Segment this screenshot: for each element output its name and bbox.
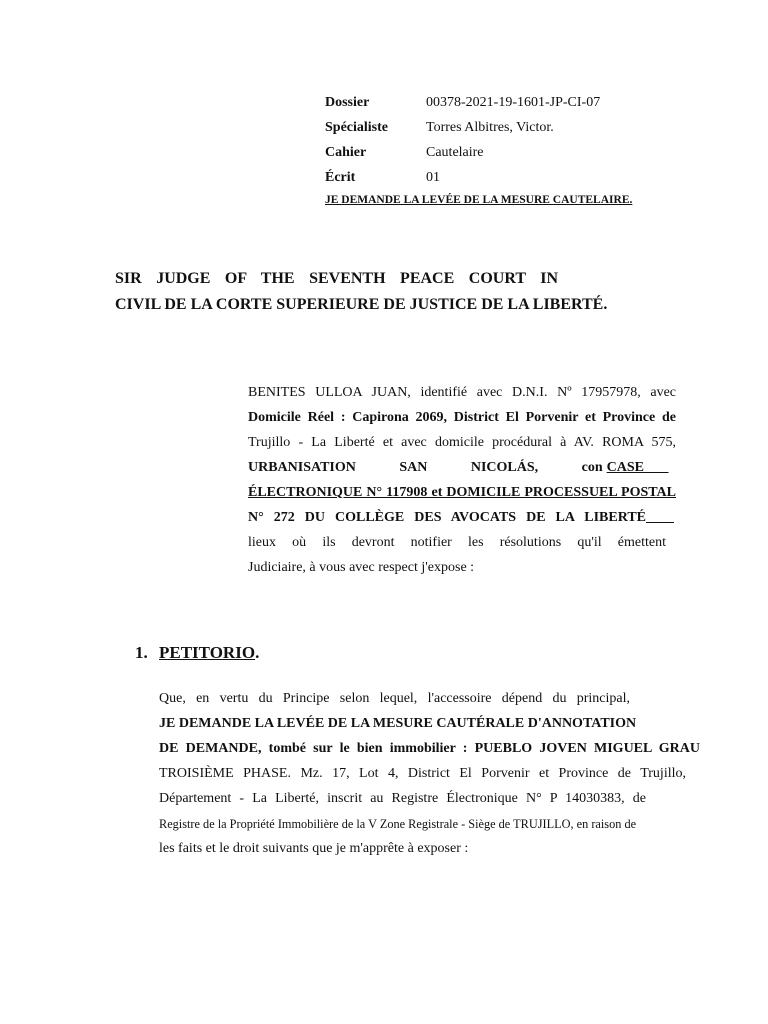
notebook-value: Cautelaire [426, 145, 484, 160]
petitioner-line-4a: URBANISATION SAN NICOLÁS, con [248, 460, 603, 475]
notebook-row [325, 143, 665, 168]
judge-address [115, 266, 655, 318]
case-word: CASE [606, 460, 645, 475]
section-title: PETITORIO [159, 643, 256, 662]
request-summary [325, 194, 632, 206]
address-line-1: SIR JUDGE OF THE SEVENTH PEACE COURT IN [115, 270, 558, 287]
dossier-label: Dossier [325, 95, 370, 110]
petitorio-line-7: les faits et le droit suivants que je m'apprête à exposer : [159, 841, 469, 856]
section-title-suffix: . [255, 643, 260, 662]
dossier-value: 00378-2021-19-1601-JP-CI-07 [426, 95, 601, 110]
case-header [325, 93, 665, 193]
specialist-row [325, 118, 665, 143]
petitorio-line-4: TROISIÈME PHASE. Mz. 17, Lot 4, District El Porvenir et Province de Trujillo, [159, 766, 686, 781]
bar-association: N° 272 DU COLLÈGE DES AVOCATS DE LA LIBERTÉ [248, 510, 646, 525]
petitorio-line-1: Que, en vertu du Principe selon lequel, l'accessoire dépend du principal, [159, 691, 630, 706]
petitorio-line-2: JE DEMANDE LA LEVÉE DE LA MESURE CAUTÉRALE D'ANNOTATION [159, 716, 637, 731]
petitioner-line-4b [607, 458, 676, 483]
address-line-2: CIVIL DE LA CORTE SUPERIEURE DE JUSTICE DE LA LIBERTÉ. [115, 296, 608, 313]
specialist-label: Spécialiste [325, 120, 388, 135]
petitorio-line-5: Département - La Liberté, inscrit au Registre Électronique N° P 14030383, de [159, 791, 646, 806]
petitioner-line-3: Trujillo - La Liberté et avec domicile procédural à AV. ROMA 575, [248, 435, 676, 450]
petitioner-line-7: lieux où ils devront notifier les résolutions qu'il émettent [248, 535, 666, 550]
request-summary-suffix: . [629, 194, 633, 206]
petitioner-line-1: BENITES ULLOA JUAN, identifié avec D.N.I. Nº 17957978, avec [248, 385, 676, 400]
petitioner-block [248, 383, 676, 583]
petitorio-line-3: DE DEMANDE, tombé sur le bien immobilier : PUEBLO JOVEN MIGUEL GRAU [159, 741, 700, 756]
petitioner-line-8: Judiciaire, à vous avec respect j'expose : [248, 560, 475, 575]
petitioner-line-5: ÉLECTRONIQUE N° 117908 et DOMICILE PROCESSUEL POSTAL [248, 485, 676, 500]
section-number: 1. [135, 643, 148, 662]
writ-row [325, 168, 665, 193]
petitorio-body [159, 689, 700, 864]
petitioner-line-4 [248, 458, 676, 483]
dossier-row [325, 93, 665, 118]
writ-label: Écrit [325, 170, 356, 185]
specialist-value: Torres Albitres, Victor. [426, 120, 554, 135]
writ-value: 01 [426, 170, 440, 185]
section-heading [135, 643, 259, 663]
notebook-label: Cahier [325, 145, 367, 160]
petitorio-line-6: Registre de la Propriété Immobilière de la V Zone Registrale - Siège de TRUJILLO, en raison de [159, 817, 637, 831]
petitioner-line-2: Domicile Réel : Capirona 2069, District El Porvenir et Province de [248, 410, 676, 425]
petitioner-line-6 [248, 508, 676, 533]
request-summary-text: JE DEMANDE LA LEVÉE DE LA MESURE CAUTELAIRE [325, 194, 630, 206]
